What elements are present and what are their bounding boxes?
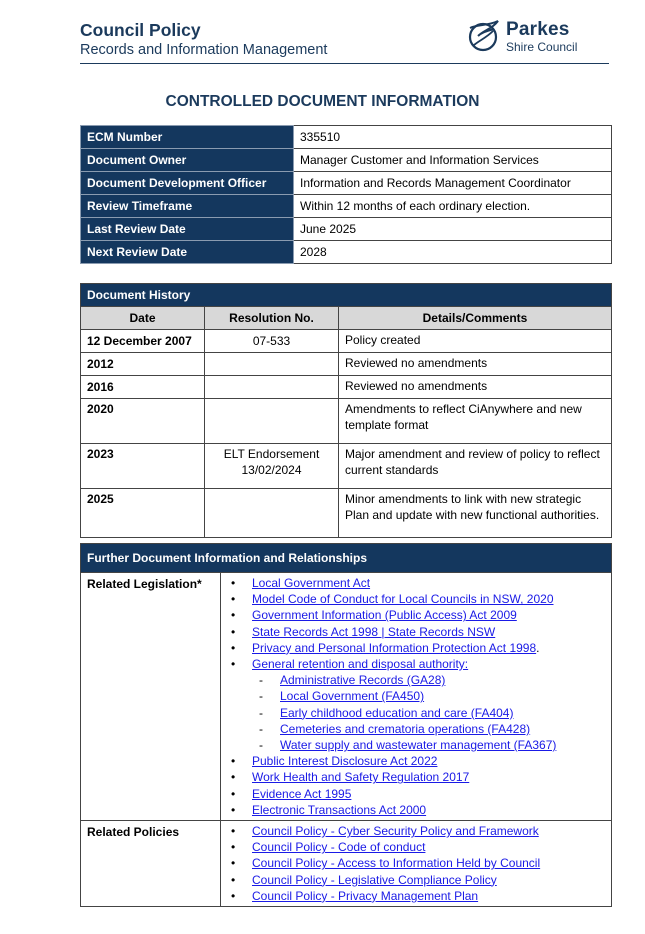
dash-bullet-icon: - <box>259 673 263 688</box>
legislation-item <box>227 575 605 591</box>
history-row <box>81 444 612 489</box>
legislation-link[interactable]: Early childhood education and care (FA404) <box>280 705 514 720</box>
legislation-link[interactable]: Work Health and Safety Regulation 2017 <box>252 770 470 785</box>
bullet-icon: • <box>231 657 236 672</box>
info-label: Next Review Date <box>81 241 294 264</box>
parkes-logo-icon <box>466 18 502 54</box>
history-resolution <box>205 353 339 376</box>
page-header-title: Council Policy <box>80 20 201 40</box>
bullet-icon: • <box>231 802 236 817</box>
legislation-item <box>227 591 605 607</box>
relationships-title: Further Document Information and Relationships <box>81 544 612 573</box>
bullet-icon: • <box>231 888 236 903</box>
parkes-shire-logo <box>466 18 596 58</box>
info-value: Within 12 months of each ordinary election. <box>294 195 612 218</box>
policy-link[interactable]: Council Policy - Legislative Compliance Policy <box>252 872 497 887</box>
policy-link[interactable]: Council Policy - Cyber Security Policy and Framework <box>252 824 539 839</box>
history-details: Amendments to reflect CiAnywhere and new template format <box>339 399 612 444</box>
info-value: 335510 <box>294 126 612 149</box>
history-row <box>81 376 612 399</box>
bullet-icon: • <box>231 824 236 839</box>
legislation-link[interactable]: Water supply and wastewater management (FA367) <box>280 738 557 753</box>
legislation-link[interactable]: Model Code of Conduct for Local Councils in NSW, 2020 <box>252 592 554 607</box>
dash-bullet-icon: - <box>259 705 263 720</box>
policy-item <box>227 872 605 888</box>
relationships-table <box>80 543 612 907</box>
bullet-icon: • <box>231 608 236 623</box>
legislation-link[interactable]: Privacy and Personal Information Protection Act 1998 <box>252 640 537 655</box>
info-row <box>81 149 612 172</box>
logo-subtitle: Shire Council <box>506 40 578 54</box>
legislation-sub-item <box>227 737 605 753</box>
policy-item <box>227 823 605 839</box>
column-header-resolution: Resolution No. <box>205 307 339 330</box>
logo-name: Parkes <box>506 19 570 40</box>
history-date: 2012 <box>81 353 205 376</box>
legislation-link[interactable]: General retention and disposal authority: <box>252 657 469 672</box>
column-header-details: Details/Comments <box>339 307 612 330</box>
history-details: Minor amendments to link with new strategic Plan and update with new functional authorities. <box>339 489 612 538</box>
policies-row <box>81 821 612 907</box>
bullet-icon: • <box>231 576 236 590</box>
legislation-list <box>227 575 605 818</box>
info-label: Document Development Officer <box>81 172 294 195</box>
policy-link[interactable]: Council Policy - Privacy Management Plan <box>252 888 479 903</box>
page-header-subtitle: Records and Information Management <box>80 42 328 58</box>
history-resolution: ELT Endorsement 13/02/2024 <box>205 444 339 489</box>
controlled-info-table <box>80 125 612 264</box>
document-title: CONTROLLED DOCUMENT INFORMATION <box>165 93 480 110</box>
info-row <box>81 126 612 149</box>
legislation-link[interactable]: Public Interest Disclosure Act 2022 <box>252 754 438 769</box>
bullet-icon: • <box>231 592 236 607</box>
legislation-item <box>227 624 605 640</box>
policy-item <box>227 888 605 904</box>
policy-item <box>227 839 605 855</box>
legislation-link[interactable]: Local Government Act <box>252 576 371 590</box>
legislation-link[interactable]: Evidence Act 1995 <box>252 786 352 801</box>
legislation-item <box>227 656 605 672</box>
legislation-item <box>227 769 605 785</box>
history-row <box>81 489 612 538</box>
history-date: 2023 <box>81 444 205 489</box>
legislation-item <box>227 607 605 623</box>
legislation-item <box>227 753 605 769</box>
relationships-title-row <box>81 544 612 573</box>
info-label: Review Timeframe <box>81 195 294 218</box>
legislation-link[interactable]: Local Government (FA450) <box>280 689 425 704</box>
info-label: Document Owner <box>81 149 294 172</box>
legislation-cell <box>221 573 612 821</box>
legislation-item <box>227 786 605 802</box>
info-label: ECM Number <box>81 126 294 149</box>
history-resolution <box>205 489 339 538</box>
legislation-label: Related Legislation* <box>81 573 221 821</box>
dash-bullet-icon: - <box>259 738 263 753</box>
history-row <box>81 330 612 353</box>
policy-item <box>227 855 605 871</box>
info-value: Information and Records Management Coordinator <box>294 172 612 195</box>
history-details: Reviewed no amendments <box>339 376 612 399</box>
policies-list <box>227 823 605 904</box>
history-title-row <box>81 284 612 307</box>
history-details: Policy created <box>339 330 612 353</box>
history-resolution: 07-533 <box>205 330 339 353</box>
legislation-link[interactable]: Cemeteries and crematoria operations (FA428) <box>280 721 531 736</box>
legislation-item: • Privacy and Personal Information Protection Act 1998. <box>231 640 540 655</box>
bullet-icon: • <box>231 856 236 871</box>
dash-bullet-icon: - <box>259 689 263 704</box>
legislation-sub-item <box>227 672 605 688</box>
info-value: Manager Customer and Information Services <box>294 149 612 172</box>
policy-link[interactable]: Council Policy - Access to Information Held by Council <box>252 856 541 871</box>
info-row <box>81 218 612 241</box>
bullet-icon: • <box>231 624 236 639</box>
history-title: Document History <box>81 284 612 307</box>
header-divider <box>80 63 609 64</box>
history-resolution <box>205 376 339 399</box>
policies-cell <box>221 821 612 907</box>
info-label: Last Review Date <box>81 218 294 241</box>
bullet-icon: • <box>231 770 236 785</box>
bullet-icon: • <box>231 640 236 655</box>
legislation-link[interactable]: Administrative Records (GA28) <box>280 673 446 688</box>
info-row <box>81 172 612 195</box>
info-value: 2028 <box>294 241 612 264</box>
history-row <box>81 353 612 376</box>
legislation-link[interactable]: Government Information (Public Access) Act 2009 <box>252 608 517 623</box>
history-resolution <box>205 399 339 444</box>
legislation-link[interactable]: Electronic Transactions Act 2000 <box>252 802 427 817</box>
policies-label: Related Policies <box>81 821 221 907</box>
history-details: Reviewed no amendments <box>339 353 612 376</box>
history-date: 2020 <box>81 399 205 444</box>
legislation-link[interactable]: State Records Act 1998 | State Records NSW <box>252 624 496 639</box>
bullet-icon: • <box>231 872 236 887</box>
document-history-table <box>80 283 612 538</box>
info-value: June 2025 <box>294 218 612 241</box>
info-row <box>81 195 612 218</box>
column-header-date: Date <box>81 307 205 330</box>
legislation-sub-item <box>227 721 605 737</box>
bullet-icon: • <box>231 754 236 769</box>
legislation-sub-item <box>227 688 605 704</box>
dash-bullet-icon: - <box>259 721 263 736</box>
history-details: Major amendment and review of policy to reflect current standards <box>339 444 612 489</box>
legislation-row <box>81 573 612 821</box>
history-column-headers <box>81 307 612 330</box>
info-row <box>81 241 612 264</box>
history-date: 2016 <box>81 376 205 399</box>
legislation-item <box>227 802 605 818</box>
bullet-icon: • <box>231 786 236 801</box>
history-date: 12 December 2007 <box>81 330 205 353</box>
legislation-sub-item <box>227 705 605 721</box>
history-row <box>81 399 612 444</box>
policy-link[interactable]: Council Policy - Code of conduct <box>252 840 426 855</box>
bullet-icon: • <box>231 840 236 855</box>
history-date: 2025 <box>81 489 205 538</box>
